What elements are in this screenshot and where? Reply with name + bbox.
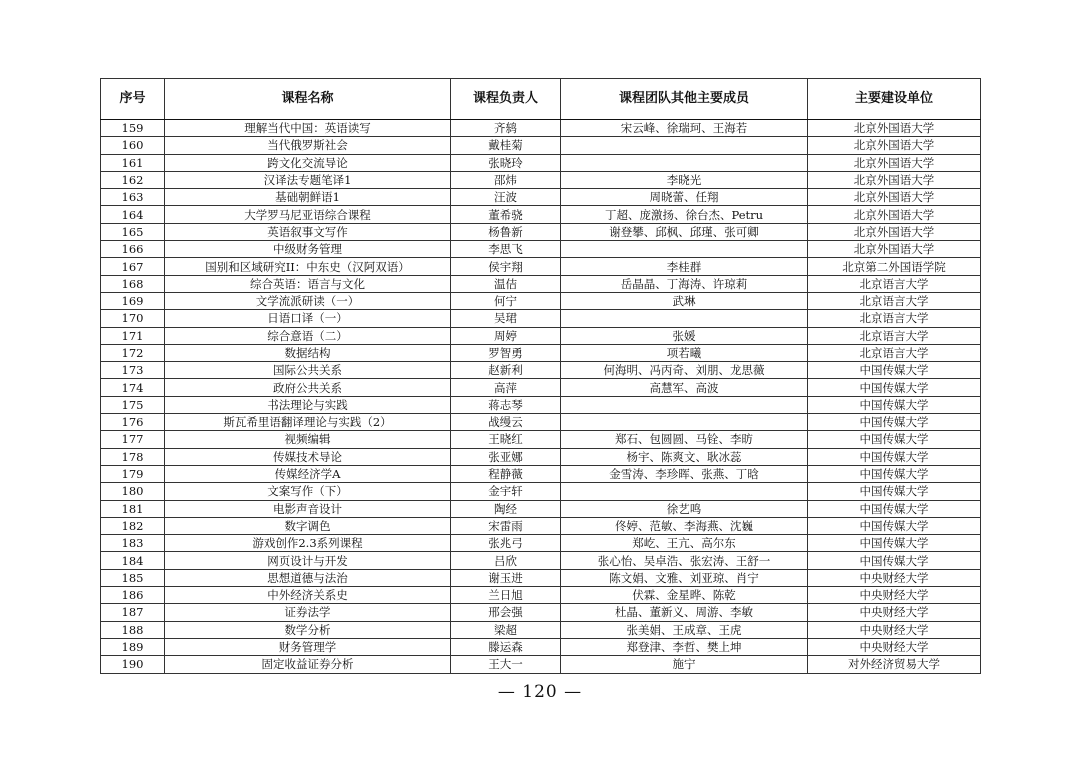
cell-institution: 中国传媒大学 [808, 362, 981, 379]
cell-course-lead: 王大一 [451, 656, 561, 673]
cell-team-members: 张美娟、王成章、王虎 [561, 621, 808, 638]
cell-course-lead: 侯宇翔 [451, 258, 561, 275]
cell-course-lead: 张兆弓 [451, 535, 561, 552]
cell-seq: 177 [101, 431, 165, 448]
cell-institution: 北京语言大学 [808, 344, 981, 361]
table-row [101, 310, 981, 327]
cell-course-lead: 高萍 [451, 379, 561, 396]
cell-course-name: 传媒经济学A [165, 465, 451, 482]
table-row [101, 154, 981, 171]
cell-seq: 190 [101, 656, 165, 673]
cell-institution: 北京外国语大学 [808, 189, 981, 206]
cell-seq: 161 [101, 154, 165, 171]
cell-course-lead: 程静薇 [451, 465, 561, 482]
cell-institution: 北京语言大学 [808, 327, 981, 344]
table-row [101, 621, 981, 638]
cell-seq: 187 [101, 604, 165, 621]
cell-course-lead: 邢会强 [451, 604, 561, 621]
cell-team-members: 伏霖、金星晔、陈乾 [561, 587, 808, 604]
table-row [101, 396, 981, 413]
cell-institution: 中央财经大学 [808, 587, 981, 604]
cell-course-name: 数据结构 [165, 344, 451, 361]
cell-team-members: 何海明、冯丙奇、刘朋、龙思薇 [561, 362, 808, 379]
cell-seq: 186 [101, 587, 165, 604]
cell-seq: 171 [101, 327, 165, 344]
cell-course-name: 中外经济关系史 [165, 587, 451, 604]
cell-seq: 164 [101, 206, 165, 223]
header-institution: 主要建设单位 [808, 79, 981, 120]
table-row [101, 292, 981, 309]
cell-course-name: 数学分析 [165, 621, 451, 638]
table-row [101, 604, 981, 621]
table-row [101, 344, 981, 361]
table-row [101, 189, 981, 206]
cell-course-lead: 邵炜 [451, 171, 561, 188]
table-row [101, 535, 981, 552]
cell-institution: 中国传媒大学 [808, 448, 981, 465]
cell-institution: 中央财经大学 [808, 604, 981, 621]
cell-team-members: 杜晶、董新义、周游、李敏 [561, 604, 808, 621]
cell-institution: 中国传媒大学 [808, 431, 981, 448]
table-row [101, 638, 981, 655]
cell-course-name: 财务管理学 [165, 638, 451, 655]
cell-seq: 178 [101, 448, 165, 465]
cell-course-name: 数字调色 [165, 517, 451, 534]
cell-team-members: 项若曦 [561, 344, 808, 361]
table-row [101, 483, 981, 500]
cell-team-members [561, 414, 808, 431]
cell-course-name: 传媒技术导论 [165, 448, 451, 465]
cell-seq: 160 [101, 137, 165, 154]
table-row [101, 552, 981, 569]
cell-seq: 182 [101, 517, 165, 534]
cell-team-members: 郑屹、王亢、高尔东 [561, 535, 808, 552]
cell-institution: 北京外国语大学 [808, 206, 981, 223]
cell-institution: 中国传媒大学 [808, 517, 981, 534]
cell-seq: 174 [101, 379, 165, 396]
cell-institution: 中央财经大学 [808, 621, 981, 638]
cell-course-name: 思想道德与法治 [165, 569, 451, 586]
cell-institution: 北京外国语大学 [808, 241, 981, 258]
cell-team-members [561, 310, 808, 327]
cell-institution: 中央财经大学 [808, 638, 981, 655]
cell-course-name: 视频编辑 [165, 431, 451, 448]
cell-team-members: 武琳 [561, 292, 808, 309]
cell-institution: 北京第二外国语学院 [808, 258, 981, 275]
cell-institution: 中国传媒大学 [808, 552, 981, 569]
cell-team-members: 杨宇、陈爽文、耿冰蕊 [561, 448, 808, 465]
cell-seq: 176 [101, 414, 165, 431]
cell-team-members: 佟婷、范敏、李海燕、沈巍 [561, 517, 808, 534]
table-header-row [101, 79, 981, 120]
cell-team-members: 岳晶晶、丁海涛、许琼莉 [561, 275, 808, 292]
cell-seq: 163 [101, 189, 165, 206]
cell-course-lead: 张晓玲 [451, 154, 561, 171]
cell-course-lead: 齐鸫 [451, 120, 561, 137]
cell-institution: 中国传媒大学 [808, 414, 981, 431]
cell-team-members: 金雪涛、李珍晖、张燕、丁晗 [561, 465, 808, 482]
cell-team-members: 宋云峰、徐瑞珂、王海若 [561, 120, 808, 137]
cell-institution: 对外经济贸易大学 [808, 656, 981, 673]
table-row [101, 517, 981, 534]
cell-course-lead: 李思飞 [451, 241, 561, 258]
cell-seq: 170 [101, 310, 165, 327]
cell-seq: 167 [101, 258, 165, 275]
cell-seq: 165 [101, 223, 165, 240]
cell-course-lead: 周婷 [451, 327, 561, 344]
cell-institution: 中国传媒大学 [808, 396, 981, 413]
cell-course-lead: 谢玉进 [451, 569, 561, 586]
cell-team-members: 谢登攀、邱枫、邱瑾、张可卿 [561, 223, 808, 240]
cell-course-lead: 董希骁 [451, 206, 561, 223]
cell-institution: 中央财经大学 [808, 569, 981, 586]
cell-team-members: 李晓光 [561, 171, 808, 188]
cell-course-name: 汉译法专题笔译1 [165, 171, 451, 188]
table-row [101, 414, 981, 431]
table-row [101, 500, 981, 517]
cell-seq: 172 [101, 344, 165, 361]
cell-course-lead: 戴桂菊 [451, 137, 561, 154]
cell-course-name: 当代俄罗斯社会 [165, 137, 451, 154]
header-course-lead: 课程负责人 [451, 79, 561, 120]
cell-institution: 中国传媒大学 [808, 379, 981, 396]
cell-course-lead: 张亚娜 [451, 448, 561, 465]
cell-course-name: 固定收益证券分析 [165, 656, 451, 673]
table-row [101, 241, 981, 258]
table-row [101, 656, 981, 673]
cell-seq: 189 [101, 638, 165, 655]
cell-course-name: 文学流派研读（一） [165, 292, 451, 309]
cell-team-members: 张心怡、吴卓浩、张宏涛、王舒一 [561, 552, 808, 569]
cell-course-name: 理解当代中国：英语读写 [165, 120, 451, 137]
cell-team-members: 施宁 [561, 656, 808, 673]
cell-course-name: 日语口译（一） [165, 310, 451, 327]
cell-team-members: 周晓蕾、任翔 [561, 189, 808, 206]
cell-course-lead: 蒋志琴 [451, 396, 561, 413]
cell-seq: 185 [101, 569, 165, 586]
table-row [101, 465, 981, 482]
cell-course-lead: 梁超 [451, 621, 561, 638]
cell-seq: 184 [101, 552, 165, 569]
cell-course-name: 英语叙事文写作 [165, 223, 451, 240]
cell-team-members [561, 396, 808, 413]
cell-course-lead: 滕运森 [451, 638, 561, 655]
cell-seq: 173 [101, 362, 165, 379]
cell-seq: 166 [101, 241, 165, 258]
cell-course-name: 游戏创作2.3系列课程 [165, 535, 451, 552]
header-team-members: 课程团队其他主要成员 [561, 79, 808, 120]
cell-team-members: 丁超、庞激扬、徐台杰、Petru [561, 206, 808, 223]
table-row [101, 362, 981, 379]
cell-course-name: 国别和区域研究II：中东史（汉阿双语） [165, 258, 451, 275]
table-row [101, 275, 981, 292]
cell-team-members: 陈文娟、文雅、刘亚琼、肖宁 [561, 569, 808, 586]
table-row [101, 448, 981, 465]
cell-institution: 中国传媒大学 [808, 535, 981, 552]
cell-course-lead: 吕欣 [451, 552, 561, 569]
cell-seq: 179 [101, 465, 165, 482]
cell-course-name: 文案写作（下） [165, 483, 451, 500]
cell-team-members [561, 137, 808, 154]
course-table [100, 78, 981, 674]
table-body [101, 120, 981, 674]
cell-institution: 北京语言大学 [808, 292, 981, 309]
cell-institution: 北京语言大学 [808, 275, 981, 292]
cell-course-name: 政府公共关系 [165, 379, 451, 396]
cell-course-name: 基础朝鲜语1 [165, 189, 451, 206]
cell-course-lead: 吴珺 [451, 310, 561, 327]
cell-course-name: 大学罗马尼亚语综合课程 [165, 206, 451, 223]
cell-team-members: 徐艺鸣 [561, 500, 808, 517]
cell-course-lead: 赵新利 [451, 362, 561, 379]
cell-seq: 180 [101, 483, 165, 500]
cell-course-lead: 杨鲁新 [451, 223, 561, 240]
table-row [101, 379, 981, 396]
table-row [101, 206, 981, 223]
cell-team-members: 高慧军、高波 [561, 379, 808, 396]
cell-institution: 中国传媒大学 [808, 500, 981, 517]
cell-course-lead: 兰日旭 [451, 587, 561, 604]
table-row [101, 171, 981, 188]
cell-institution: 北京外国语大学 [808, 171, 981, 188]
cell-course-name: 国际公共关系 [165, 362, 451, 379]
table-row [101, 223, 981, 240]
cell-course-name: 斯瓦希里语翻译理论与实践（2） [165, 414, 451, 431]
cell-course-lead: 陶经 [451, 500, 561, 517]
cell-course-lead: 温佶 [451, 275, 561, 292]
cell-team-members [561, 483, 808, 500]
cell-seq: 159 [101, 120, 165, 137]
cell-institution: 中国传媒大学 [808, 483, 981, 500]
cell-course-lead: 宋雷雨 [451, 517, 561, 534]
cell-team-members [561, 241, 808, 258]
cell-seq: 169 [101, 292, 165, 309]
cell-institution: 北京外国语大学 [808, 137, 981, 154]
cell-course-name: 电影声音设计 [165, 500, 451, 517]
header-course-name: 课程名称 [165, 79, 451, 120]
cell-course-lead: 汪波 [451, 189, 561, 206]
table-row [101, 431, 981, 448]
cell-seq: 188 [101, 621, 165, 638]
cell-institution: 北京外国语大学 [808, 223, 981, 240]
cell-team-members: 郑登津、李哲、樊上坤 [561, 638, 808, 655]
cell-course-lead: 金宇轩 [451, 483, 561, 500]
cell-seq: 175 [101, 396, 165, 413]
cell-team-members: 李桂群 [561, 258, 808, 275]
table-row [101, 327, 981, 344]
table-row [101, 120, 981, 137]
cell-course-lead: 战缦云 [451, 414, 561, 431]
cell-course-name: 综合英语：语言与文化 [165, 275, 451, 292]
cell-course-name: 证券法学 [165, 604, 451, 621]
cell-team-members [561, 154, 808, 171]
cell-institution: 中国传媒大学 [808, 465, 981, 482]
cell-seq: 181 [101, 500, 165, 517]
cell-course-name: 网页设计与开发 [165, 552, 451, 569]
cell-institution: 北京外国语大学 [808, 154, 981, 171]
table-row [101, 137, 981, 154]
cell-institution: 北京语言大学 [808, 310, 981, 327]
cell-course-name: 书法理论与实践 [165, 396, 451, 413]
cell-seq: 183 [101, 535, 165, 552]
cell-seq: 162 [101, 171, 165, 188]
table-row [101, 569, 981, 586]
cell-course-lead: 何宁 [451, 292, 561, 309]
cell-team-members: 郑石、包圆圆、马铨、李昉 [561, 431, 808, 448]
cell-seq: 168 [101, 275, 165, 292]
cell-institution: 北京外国语大学 [808, 120, 981, 137]
header-seq: 序号 [101, 79, 165, 120]
table-row [101, 587, 981, 604]
cell-course-name: 中级财务管理 [165, 241, 451, 258]
cell-course-lead: 王晓红 [451, 431, 561, 448]
cell-team-members: 张媛 [561, 327, 808, 344]
cell-course-name: 跨文化交流导论 [165, 154, 451, 171]
table-row [101, 258, 981, 275]
cell-course-lead: 罗智勇 [451, 344, 561, 361]
page-number: — 120 — [497, 682, 583, 702]
cell-course-name: 综合意语（二） [165, 327, 451, 344]
